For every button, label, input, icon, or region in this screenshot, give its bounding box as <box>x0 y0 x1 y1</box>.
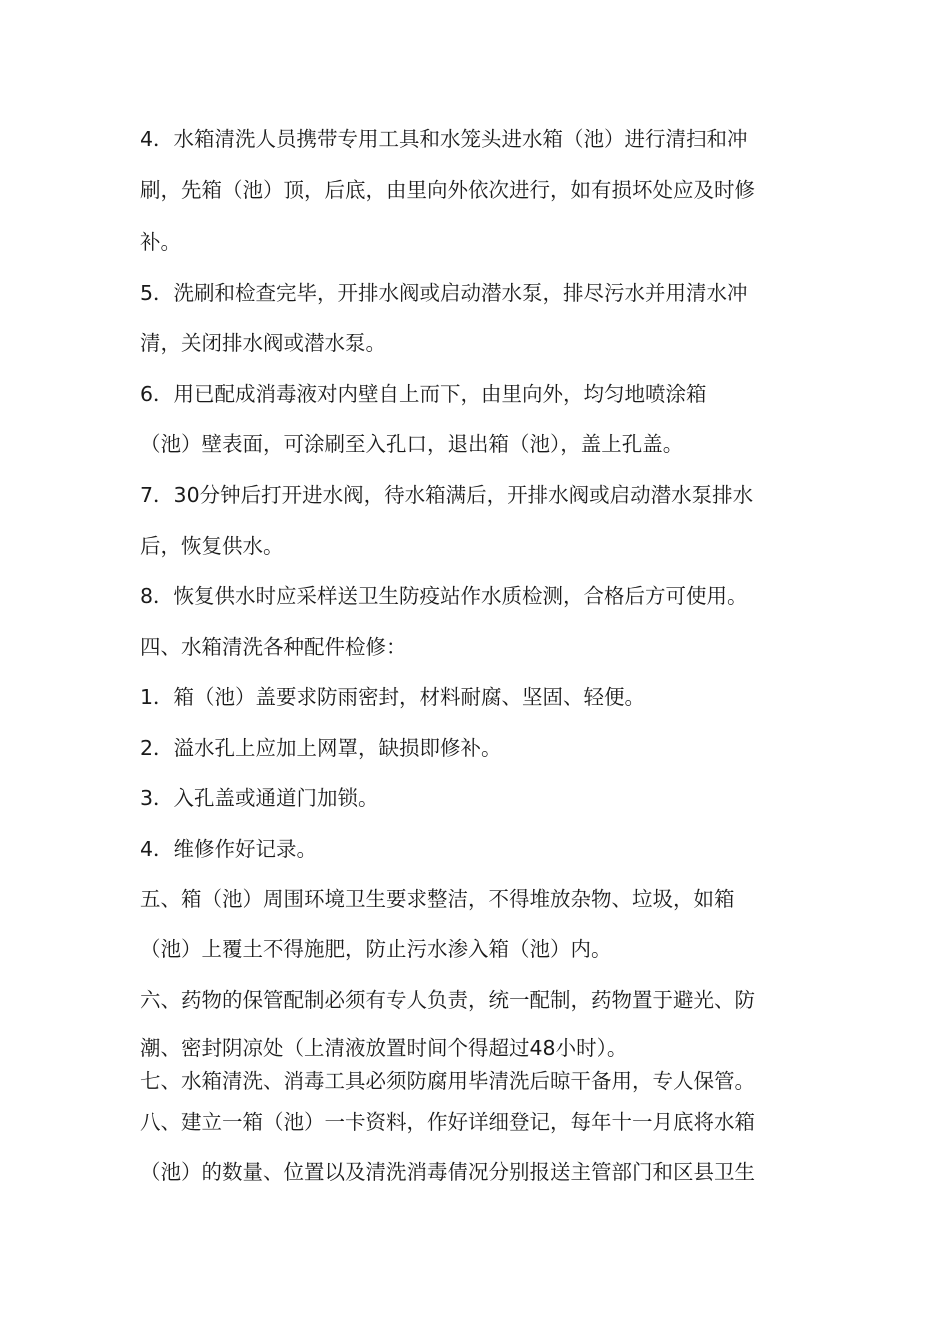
text-line: 1．箱（池）盖要求防雨密封，材料耐腐、坚固、轻便。 <box>140 685 646 709</box>
section-heading: 五、箱（池）周围环境卫生要求整洁，不得堆放杂物、垃圾，如箱 <box>140 887 735 911</box>
text-line: （池）上覆土不得施肥，防止污水渗入箱（池）内。 <box>140 937 612 961</box>
text-line: 刷，先箱（池）顶，后底，由里向外依次进行，如有损坏处应及时修 <box>140 178 755 202</box>
text-line: 6．用已配成消毒液对内壁自上而下，由里向外，均匀地喷涂箱 <box>140 382 707 406</box>
text-line: 清，关闭排水阀或潜水泵。 <box>140 331 386 355</box>
text-line: 4．水箱清洗人员携带专用工具和水笼头进水箱（池）进行清扫和冲 <box>140 127 748 151</box>
text-line: 补。 <box>140 230 181 254</box>
text-line: 2．溢水孔上应加上网罩，缺损即修补。 <box>140 736 502 760</box>
section-heading: 四、水箱清洗各种配件检修： <box>140 635 407 659</box>
text-line: 8．恢复供水时应采样送卫生防疫站作水质检测，合格后方可使用。 <box>140 584 748 608</box>
text-line: （池）的数量、位置以及清洗消毒倩况分别报送主管部门和区县卫生 <box>140 1160 755 1184</box>
text-line: 5．洗刷和检查完毕，开排水阀或启动潜水泵，排尽污水并用清水冲 <box>140 281 748 305</box>
text-line: 后，恢复供水。 <box>140 534 284 558</box>
section-heading: 七、水箱清洗、消毒工具必须防腐用毕清洗后晾干备用，专人保管。 <box>140 1069 755 1093</box>
text-line: 3．入孔盖或通道门加锁。 <box>140 786 379 810</box>
section-heading: 六、药物的保管配制必须有专人负责，统一配制，药物置于避光、防 <box>140 988 755 1012</box>
text-line: 7．30分钟后打开进水阀，待水箱满后，开排水阀或启动潜水泵排水 <box>140 483 754 507</box>
text-line: 潮、密封阴凉处（上清液放置时间个得超过48小时）。 <box>140 1036 628 1060</box>
text-line: （池）壁表面，可涂刷至入孔口，退出箱（池），盖上孔盖。 <box>140 432 684 456</box>
section-heading: 八、建立一箱（池）一卡资料，作好详细登记，每年十一月底将水箱 <box>140 1110 755 1134</box>
text-line: 4．维修作好记录。 <box>140 837 318 861</box>
